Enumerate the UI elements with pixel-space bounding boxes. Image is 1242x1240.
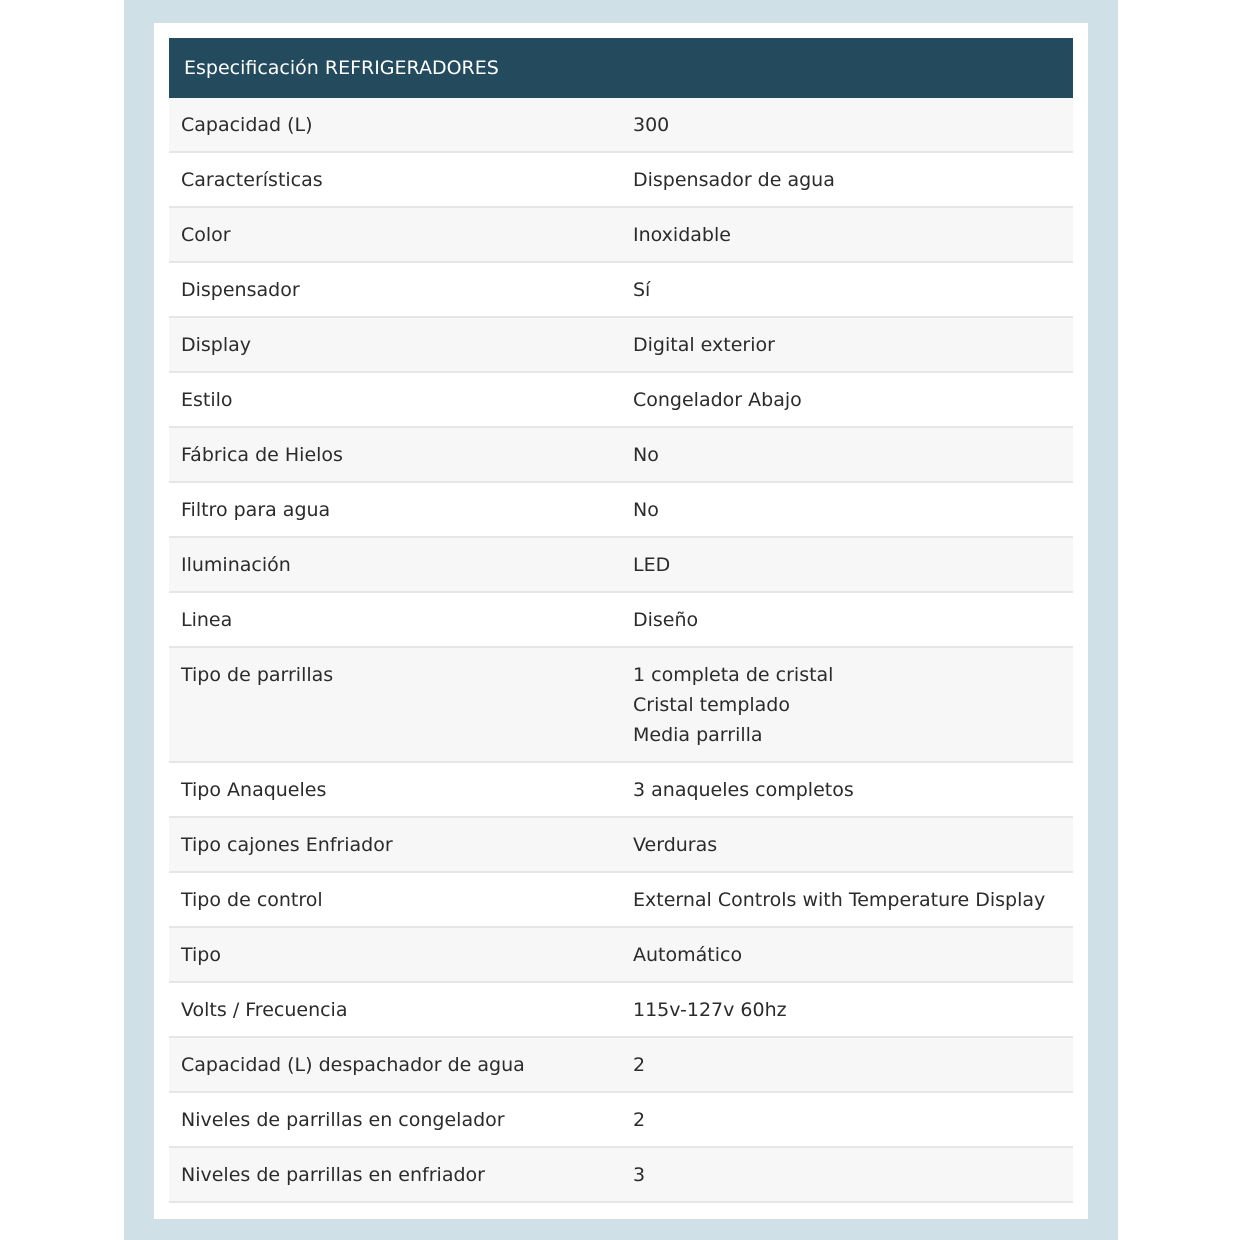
spec-value [621,763,1073,816]
spec-value [621,648,1073,761]
spec-label: Tipo cajones Enfriador [181,834,393,856]
spec-value-line: LED [633,554,671,576]
table-row [169,873,1073,928]
spec-value [621,983,1073,1036]
spec-label: Tipo Anaqueles [181,779,327,801]
table-row [169,318,1073,373]
table-row [169,538,1073,593]
spec-value-line: 2 [633,1054,646,1076]
table-row [169,153,1073,208]
spec-value-line: No [633,444,659,466]
spec-value [621,818,1073,871]
spec-value [621,1038,1073,1091]
table-row [169,208,1073,263]
spec-value-line: No [633,499,659,521]
spec-value-line: 115v-127v 60hz [633,999,787,1021]
spec-label: Niveles de parrillas en enfriador [181,1164,485,1186]
spec-value [621,263,1073,316]
spec-value [621,1148,1073,1201]
spec-value-line: 2 [633,1109,646,1131]
spec-value-line: Sí [633,279,651,301]
spec-label: Estilo [181,389,233,411]
spec-value [621,153,1073,206]
spec-label: Volts / Frecuencia [181,999,348,1021]
spec-value-line: Digital exterior [633,334,775,356]
spec-value-line: Inoxidable [633,224,731,246]
table-row [169,483,1073,538]
spec-value-line: Verduras [633,834,718,856]
spec-label: Filtro para agua [181,499,331,521]
table-row [169,1148,1073,1203]
spec-value-line: Dispensador de agua [633,169,835,191]
table-row [169,593,1073,648]
spec-value [621,483,1073,536]
spec-value-line: Media parrilla [633,724,763,746]
spec-label: Tipo [181,944,221,966]
table-row [169,98,1073,153]
spec-label: Tipo de parrillas [181,664,334,686]
spec-value [621,428,1073,481]
spec-label: Iluminación [181,554,291,576]
spec-value-line: 300 [633,114,670,136]
spec-label: Capacidad (L) [181,114,313,136]
spec-value-line: 3 [633,1164,646,1186]
table-row [169,928,1073,983]
spec-value-line: Diseño [633,609,699,631]
spec-value [621,593,1073,646]
spec-value [621,873,1073,926]
spec-value-line: 1 completa de cristal [633,664,834,686]
spec-value [621,373,1073,426]
spec-value-line: External Controls with Temperature Display [633,889,1046,911]
spec-table-body [169,98,1073,1203]
spec-label: Capacidad (L) despachador de agua [181,1054,525,1076]
spec-value [621,98,1073,151]
page-frame [124,0,1118,1240]
spec-table-header: Especificación REFRIGERADORES [169,38,1073,98]
spec-label: Características [181,169,323,191]
spec-value-line: Congelador Abajo [633,389,802,411]
spec-label: Fábrica de Hielos [181,444,343,466]
spec-label: Tipo de control [181,889,323,911]
spec-value-line: 3 anaqueles completos [633,779,854,801]
table-row [169,983,1073,1038]
spec-value [621,538,1073,591]
spec-value-line: Automático [633,944,743,966]
spec-label: Display [181,334,252,356]
spec-table [169,38,1073,1203]
spec-value-line: Cristal templado [633,694,790,716]
spec-value [621,1093,1073,1146]
spec-value [621,208,1073,261]
table-row [169,263,1073,318]
table-row [169,1093,1073,1148]
table-row [169,763,1073,818]
spec-value [621,318,1073,371]
spec-card [154,23,1088,1219]
table-row [169,818,1073,873]
table-row [169,428,1073,483]
spec-label: Color [181,224,231,246]
spec-value [621,928,1073,981]
spec-label: Dispensador [181,279,300,301]
table-row [169,1038,1073,1093]
spec-label: Linea [181,609,233,631]
table-row [169,373,1073,428]
table-row [169,648,1073,763]
spec-label: Niveles de parrillas en congelador [181,1109,505,1131]
